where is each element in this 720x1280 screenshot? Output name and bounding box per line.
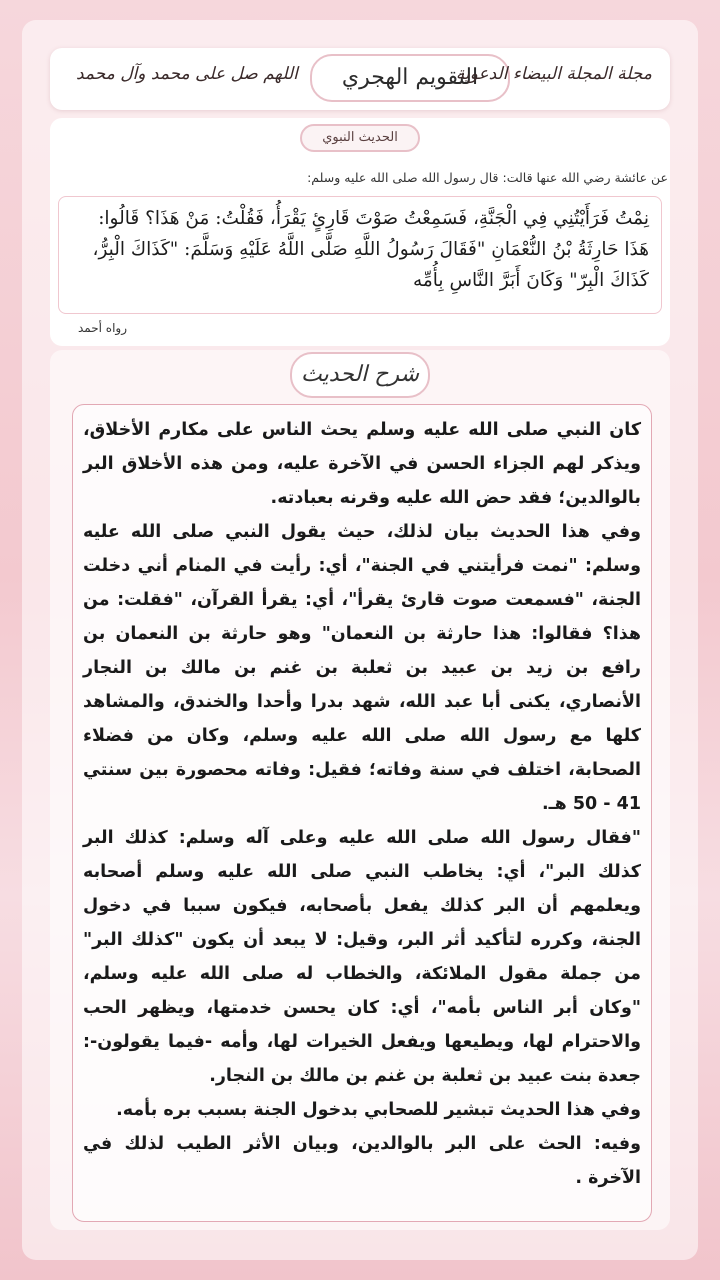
hadith-intro: عن عائشة رضي الله عنها قالت: قال رسول الله صلى الله عليه وسلم: <box>307 170 668 185</box>
page-title: التقويم الهجري <box>310 54 510 102</box>
header-bar <box>50 48 670 110</box>
hadith-badge: الحديث النبوي <box>300 124 420 152</box>
sharh-title: شرح الحديث <box>290 352 430 398</box>
sharh-paragraph: وفي هذا الحديث بيان لذلك، حيث يقول النبي صلى الله عليه وسلم: "نمت فرأيتني في الجنة"، أي: رأيت في المنام أني دخلت الجنة، "فسمعت صوت قارئ يقرأ"، أي: يقرأ القرآن، "فقلت: من هذا؟ فقالوا: هذا حارثة بن النعمان" وهو حارثة بن النعمان بن رافع بن زيد بن عبيد بن ثعلبة بن غنم بن مالك بن النجار الأنصاري، يكنى أبا عبد الله، شهد بدرا وأحدا والخندق، والمشاهد كلها مع رسول الله صلى الله عليه وسلم، وكان من فضلاء الصحابة، اختلف في سنة وفاته؛ فقيل: وفاته محصورة بين سنتي 41 - 50 هـ. <box>83 522 641 814</box>
sharh-paragraph: كان النبي صلى الله عليه وسلم يحث الناس على مكارم الأخلاق، ويذكر لهم الجزاء الحسن في الآخرة عليه، ومن هذه الأخلاق البر بالوالدين؛ فقد حض الله عليه وقرنه بعبادته. <box>83 420 641 508</box>
hadith-text: نِمْتُ فَرَأَيْتُنِي فِي الْجَنَّةِ، فَسَمِعْتُ صَوْتَ قَارِئٍ يَقْرَأُ، فَقُلْتُ: مَنْ هَذَا؟ قَالُوا: هَذَا حَارِثَةُ بْنُ النُّعْمَانِ "فَقَالَ رَسُولُ اللَّهِ صَلَّى اللَّهُ عَلَيْهِ وَسَلَّمَ: "كَذَاكَ الْبِرُّ، كَذَاكَ الْبِرّ" وَكَانَ أَبَرَّ النَّاسِ بِأُمِّه <box>58 196 662 314</box>
narrator-label: رواه أحمد <box>78 321 128 335</box>
sharh-paragraph: وفي هذا الحديث تبشير للصحابي بدخول الجنة بسبب بره بأمه. <box>116 1100 641 1120</box>
magazine-logo-text: مجلة المجلة البيضاء الدعوية <box>455 64 652 84</box>
sharh-paragraph: وفيه: الحث على البر بالوالدين، وبيان الأثر الطيب لذلك في الآخرة . <box>83 1134 641 1188</box>
sharh-paragraph: "فقال رسول الله صلى الله عليه وعلى آله وسلم: كذلك البر كذلك البر"، أي: يخاطب النبي صلى الله عليه وسلم أصحابه ويعلمهم أن البر كذلك يفعل بأصحابه، فيكون سببا في دخول الجنة، وكرره لتأكيد أثر البر، وقيل: لا يبعد أن يكون "كذلك البر" من جملة مقول الملائكة، والخطاب له صلى الله عليه وسلم، "وكان أبر الناس بأمه"، أي: كان يحسن خدمتها، ويظهر الحب والاحترام لها، ويطيعها ويفعل الخيرات لها، وأمه -فيما يقولون-: جعدة بنت عبيد بن ثعلبة بن غنم بن مالك بن النجار. <box>83 828 641 1086</box>
salawat-label: اللهم صل على محمد وآل محمد <box>76 64 298 84</box>
sharh-body <box>72 404 652 1222</box>
